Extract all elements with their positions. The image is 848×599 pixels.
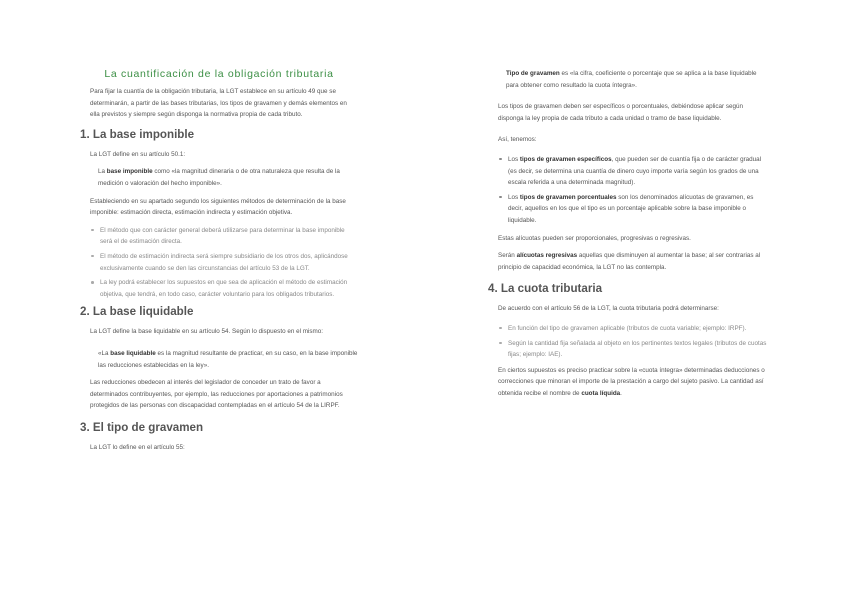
heading-cuota-tributaria: 4. La cuota tributaria <box>488 282 603 296</box>
s1-quote-post: como «la magnitud dineraria o de otra naturaleza que resulta de la medición o valoración del hecho imponible». <box>98 168 340 187</box>
s2-definition-quote <box>80 348 358 371</box>
s1-quote-bold: base imponible <box>106 168 153 176</box>
s3-b2-pre: Los <box>508 193 520 201</box>
list-item: La ley podrá establecer los supuestos en que sea de aplicación el método de estimación objetiva, que tendrá, en todo caso, carácter voluntario para los obligados tributarios. <box>100 277 358 300</box>
s3-paragraph-2: Los tipos de gravamen deben ser específicos o porcentuales, debiéndose aplicar según disponga la ley propia de cada tributo a cada unidad o tramo de base liquidable. <box>498 103 744 122</box>
heading-base-imponible: 1. La base imponible <box>80 127 195 141</box>
s3-paragraph-1: La LGT lo define en el artículo 55: <box>90 443 185 451</box>
s4-p2-post: . <box>620 389 622 397</box>
s4-p2-pre: En ciertos supuestos es preciso practicar sobre la «cuota íntegra» determinadas deducciones o correcciones que minoran el importe de la prestación a cargo del sujeto pasivo. La cantidad así obtenida recibe el nombre de <box>498 366 765 397</box>
s2-quote-post: es la magnitud resultante de practicar, en su caso, en la base imponible las reducciones establecidas en la ley». <box>98 349 358 369</box>
s3-p5-bold: alícuotas regresivas <box>516 252 578 260</box>
s2-quote-bold: base liquidable <box>110 349 156 357</box>
s3-type-list <box>488 154 768 227</box>
right-column <box>488 68 768 399</box>
list-item: Según la cantidad fija señalada al objeto en los pertinentes textos legales (tributos de cuotas fijas; ejemplo: IAE). <box>508 338 768 361</box>
s1-paragraph-2: Estableciendo en su apartado segundo los siguientes métodos de determinación de la base imponible: estimación directa, estimación indirecta y estimación objetiva. <box>90 197 346 217</box>
left-column <box>80 68 358 453</box>
list-item <box>508 154 768 189</box>
s3-quote-post: es «la cifra, coeficiente o porcentaje que se aplica a la base liquidable para obtener como resultado la cuota íntegra». <box>506 70 757 89</box>
s3-b2-bold: tipos de gravamen porcentuales <box>519 193 617 201</box>
s3-b1-post: , que pueden ser de cuantía fija o de carácter gradual (es decir, se determina una cuantía de dinero cuyo importe varía según los grados de una escala referida a una determinada magnitud). <box>508 155 762 187</box>
s3-paragraph-3: Así, tenemos: <box>498 136 537 144</box>
intro-paragraph: Para fijar la cuantía de la obligación tributaria, la LGT establece en su artículo 49 que se determinarán, a partir de las bases tributarias, los tipos de gravamen y demás elementos en ella previstos y siempre según disponga la normativa propia de cada tributo. <box>90 88 347 119</box>
s2-paragraph-1: La LGT define la base liquidable en su artículo 54. Según lo dispuesto en el mismo: <box>90 328 324 336</box>
s1-quote-pre: La <box>98 168 107 176</box>
s3-p5-post: aquellas que disminuyen al aumentar la base; al ser contrarias al principio de capacidad económica, la LGT no las contempla. <box>498 252 761 271</box>
s1-paragraph-1: La LGT define en su artículo 50.1: <box>90 150 186 158</box>
document-title: La cuantificación de la obligación tributaria <box>104 68 334 80</box>
heading-base-liquidable: 2. La base liquidable <box>80 305 194 319</box>
s4-paragraph-1: De acuerdo con el artículo 56 de la LGT, la cuota tributaria podrá determinarse: <box>498 305 719 313</box>
s4-p2-bold: cuota líquida <box>581 389 621 397</box>
s2-paragraph-2: Las reducciones obedecen al interés del legislador de conceder un trato de favor a determinados contribuyentes, por ejemplo, las reducciones por aportaciones a patrimonios protegidos de las personas con discapacidad contempladas en el artículo 54 de la LIRPF. <box>90 379 343 410</box>
s3-b2-post: son los denominados alícuotas de gravamen, es decir, aquellos en los que el tipo es un porcentaje aplicable sobre la base imponible o liquidable. <box>508 193 754 224</box>
s3-definition-quote <box>488 68 768 91</box>
s1-definition-quote <box>80 166 358 189</box>
list-item: El método que con carácter general deberá utilizarse para determinar la base imponible será el de estimación directa. <box>100 225 358 248</box>
s3-b1-pre: Los <box>508 155 520 163</box>
s4-paragraph-2 <box>488 365 768 400</box>
s3-paragraph-5 <box>488 250 768 273</box>
list-item: El método de estimación indirecta será siempre subsidiario de los otros dos, aplicándose exclusivamente cuando se den las circunstancias del artículo 53 de la LGT. <box>100 251 358 274</box>
s3-quote-bold: Tipo de gravamen <box>506 70 560 77</box>
s3-paragraph-4: Estas alícuotas pueden ser proporcionales, progresivas o regresivas. <box>498 234 691 242</box>
s2-quote-pre: «La <box>98 349 111 357</box>
s4-cuota-list <box>488 323 768 361</box>
s1-method-list <box>80 225 358 301</box>
s3-p5-pre: Serán <box>498 252 517 260</box>
list-item <box>508 192 768 227</box>
heading-tipo-gravamen: 3. El tipo de gravamen <box>80 420 204 434</box>
s3-b1-bold: tipos de gravamen específicos <box>519 155 612 163</box>
list-item: En función del tipo de gravamen aplicable (tributos de cuota variable; ejemplo: IRPF). <box>508 323 768 335</box>
